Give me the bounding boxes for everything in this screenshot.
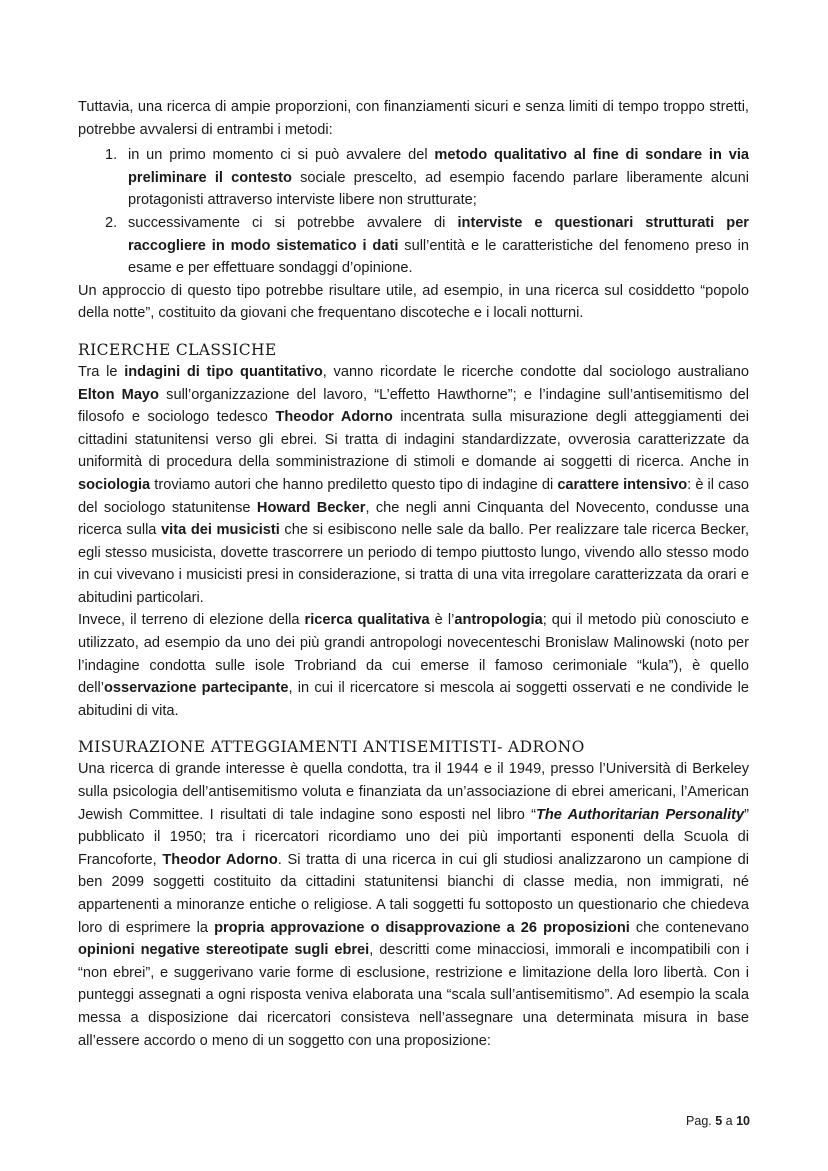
document-page bbox=[78, 96, 749, 1052]
text-run: Un approccio di questo tipo potrebbe risultare utile, ad esempio, in una ricerca sul cosiddetto “popolo della notte”, costituito da giovani che frequentano discoteche e i locali notturni. bbox=[78, 282, 749, 322]
text-run: ” pubblicato il 1950; tra i ricercatori ricordiamo uno dei più importanti esponenti della Scuola di Francoforte, bbox=[78, 806, 749, 868]
page-current: 5 bbox=[715, 1114, 723, 1128]
bold-run: carattere intensivo bbox=[557, 476, 688, 493]
list-item bbox=[78, 212, 749, 280]
bold-run: vita dei musicisti bbox=[161, 522, 280, 539]
bold-run: Howard Becker bbox=[256, 499, 366, 516]
section-heading-ricerche-classiche: RICERCHE CLASSICHE bbox=[78, 340, 277, 359]
text-run: sull’entità e le caratteristiche del fenomeno preso in esame e per effettuare sondaggi d’opinione. bbox=[128, 237, 749, 277]
text-run: , in cui il ricercatore si mescola ai soggetti osservati e ne condivide le abitudini di vita. bbox=[78, 680, 749, 719]
text-run: Tra le bbox=[78, 363, 125, 380]
bold-run: antropologia bbox=[454, 612, 543, 629]
list-item-text bbox=[128, 212, 749, 280]
bold-run: Elton Mayo bbox=[78, 386, 159, 403]
bold-run: interviste e questionari strutturati per raccogliere in modo sistematico i dati bbox=[128, 214, 749, 254]
list-item-text bbox=[128, 144, 749, 212]
methods-list bbox=[78, 144, 749, 280]
section1-paragraph-2 bbox=[78, 609, 749, 722]
bold-run: Theodor Adorno bbox=[162, 851, 278, 868]
text-run: Tuttavia, una ricerca di ampie proporzioni, con finanziamenti sicuri e senza limiti di tempo troppo stretti, potrebbe avvalersi di entrambi i metodi: bbox=[78, 99, 749, 138]
page-prefix: Pag. bbox=[686, 1114, 716, 1128]
text-run: è l’ bbox=[429, 612, 455, 629]
list-number: 2. bbox=[105, 214, 118, 231]
text-run: Una ricerca di grande interesse è quella condotta, tra il 1944 e il 1949, presso l’Università di Berkeley sulla psicologia dell’antisemitismo voluta e finanziata da un’associazione di ebrei americani, l’American Jewish Committee. I risultati di tale indagine sono esposti nel libro “ bbox=[78, 761, 749, 823]
text-run: incentrata sulla misurazione degli atteggiamenti dei cittadini statunitensi verso gli ebrei. Si tratta di indagini standardizzate, ovverosia caratterizzate da uniformità di procedura della somministrazione di stimoli e domande ai soggetti di ricerca. Anche in bbox=[78, 409, 749, 471]
text-run: troviamo autori che hanno prediletto questo tipo di indagine di bbox=[150, 476, 558, 493]
text-run: ; qui il metodo più conosciuto e utilizzato, ad esempio da uno dei più grandi antropologi novecenteschi Bronislaw Malinowski (noto per l’indagine condotta sulle isole Trobriand da cui emerse il famoso cerimoniale “kula”), è quello dell’ bbox=[78, 612, 749, 697]
after-list-paragraph bbox=[78, 280, 749, 325]
bold-run: ricerca qualitativa bbox=[304, 612, 430, 629]
text-run: Invece, il terreno di elezione della bbox=[78, 612, 305, 629]
bold-run: sociologia bbox=[78, 476, 151, 493]
bold-run: osservazione partecipante bbox=[103, 680, 289, 697]
bold-run: Theodor Adorno bbox=[275, 409, 393, 426]
section-heading-misurazione: MISURAZIONE ATTEGGIAMENTI ANTISEMITISTI- ADRONO bbox=[78, 738, 585, 757]
text-run: sociale prescelto, ad esempio facendo parlare liberamente alcuni protagonisti attraverso interviste libere non strutturate; bbox=[128, 169, 749, 209]
text-run: . Si tratta di una ricerca in cui gli studiosi analizzarono un campione di ben 2099 soggetti costituito da cittadini statunitensi bianchi di classe media, non immigrati, né appartenenti a minoranze entiche o religiose. A tali soggetti fu sottoposto un questionario che chiedeva loro di esprimere la bbox=[78, 851, 750, 936]
bold-run: propria approvazione o disapprovazione a 26 proposizioni bbox=[214, 919, 630, 936]
bold-run: opinioni negative stereotipate sugli ebrei bbox=[78, 942, 370, 959]
text-run: successivamente ci si potrebbe avvalere di bbox=[128, 214, 458, 231]
text-run: che contenevano bbox=[629, 919, 750, 936]
italic-run: The Authoritarian Personality bbox=[535, 806, 745, 823]
text-run: in un primo momento ci si può avvalere del bbox=[128, 147, 435, 164]
bold-run bbox=[536, 807, 744, 823]
section2-paragraph-1 bbox=[78, 758, 749, 1052]
text-run: , descritti come minacciosi, immorali e incompatibili con i “non ebrei”, e suggerivano varie forme di esclusione, restrizione e limitazione della loro libertà. Con i punteggi assegnati a ogni risposta veniva elaborata una “scala sull’antisemitismo”. Ad esempio la scala messa a disposizione dai ricercatori consisteva nell’assegnare una determinata misura in base all’essere accordo o meno di un soggetto con una proposizione: bbox=[78, 942, 749, 1049]
list-number: 1. bbox=[105, 147, 118, 164]
bold-run: metodo qualitativo al fine di sondare in via preliminare il contesto bbox=[128, 147, 749, 186]
text-run: che si esibiscono nelle sale da ballo. Per realizzare tale ricerca Becker, egli stesso musicista, dovette trascorrere un periodo di tempo piuttosto lungo, vivendo allo stesso modo in cui vivevano i musicisti presi in considerazione, si tratta di una vita irregolare caratterizzata da orari e abitudini particolari. bbox=[78, 522, 750, 606]
bold-run: indagini di tipo quantitativo bbox=[124, 363, 323, 380]
page-number bbox=[686, 1114, 750, 1128]
text-run: : è il caso del sociologo statunitense bbox=[78, 476, 749, 516]
list-item bbox=[78, 144, 749, 212]
page-sep: a bbox=[722, 1114, 737, 1128]
section1-paragraph-1 bbox=[78, 361, 749, 610]
text-run: , che negli anni Cinquanta del Novecento, condusse una ricerca sulla bbox=[78, 499, 749, 539]
text-run: sull’organizzazione del lavoro, “L’effetto Hawthorne”; e l’indagine sull’antisemitismo del filosofo e sociologo tedesco bbox=[78, 386, 749, 426]
text-run: , vanno ricordate le ricerche condotte dal sociologo australiano bbox=[322, 363, 749, 380]
intro-paragraph bbox=[78, 96, 749, 141]
page-total: 10 bbox=[736, 1114, 750, 1128]
